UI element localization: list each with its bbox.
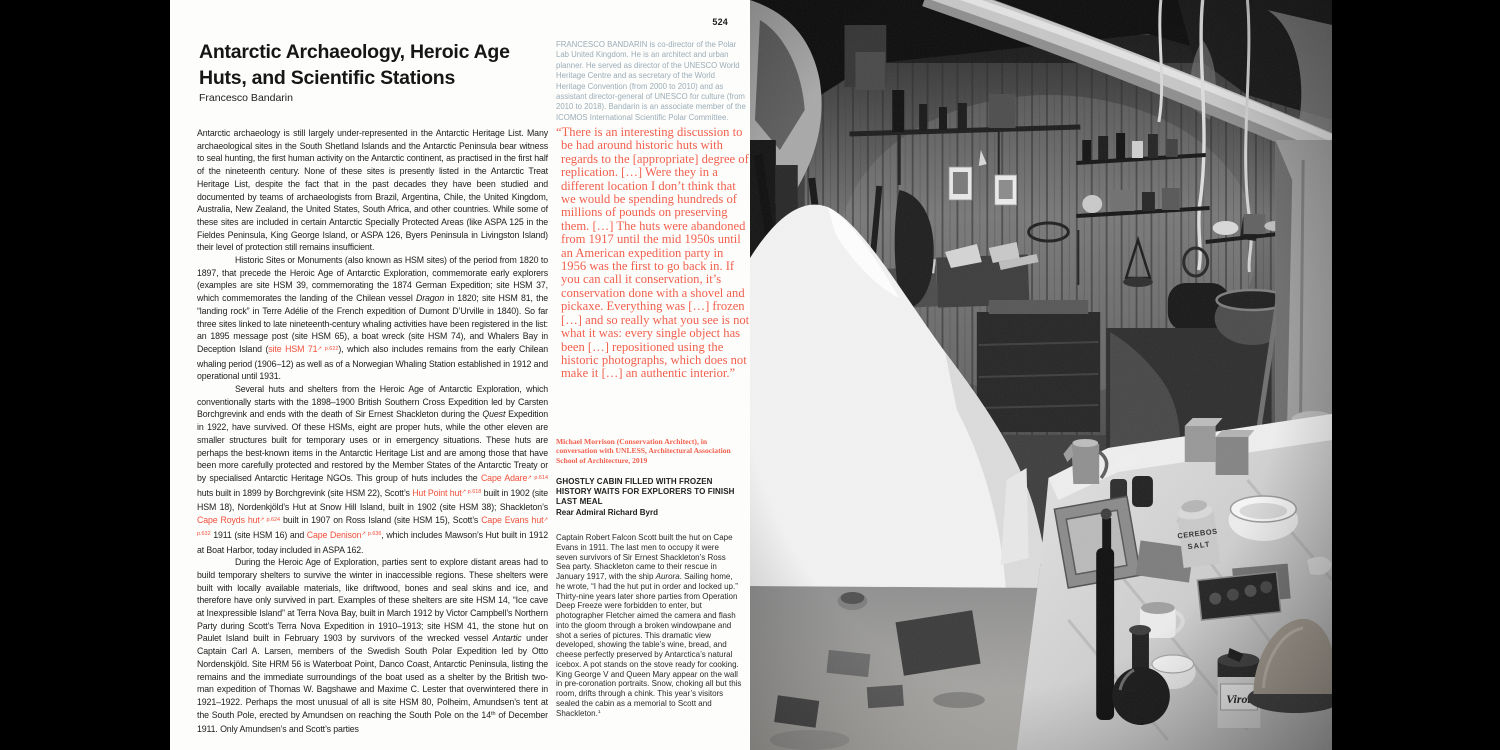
page-reference-link[interactable]: ↗ p.618 bbox=[461, 489, 482, 496]
text-run: th bbox=[490, 711, 496, 718]
quote-attribution: Michael Morrison (Conservation Architect), in conversation with UNLESS, Architectural Association School of Architecture, 2019 bbox=[556, 437, 731, 465]
text-run: During the Heroic Age of Exploration, parties sent to explore distant areas had to build temporary shelters to survive the winter in inaccessible regions. These shelters were built with locally available materials, like driftwood, bones and seal skins and ice, and therefore have only survived in part. Examples of these shelters are site HSM 14, “Ice cave at Inexpressible Island” at Terra Nova Bay, built in March 1912 by Victor Campbell’s Northern Party during Scott’s Terra Nova Expedition in 1910–1913; site HSM 41, the stone hut on Paulet Island built in February 1903 by survivors of the wrecked vessel bbox=[197, 557, 548, 644]
text-run: Quest bbox=[482, 409, 506, 420]
page-reference-link[interactable]: Cape Royds hut bbox=[197, 515, 260, 526]
text-run: Several huts and shelters from the Heroic Age of Antarctic Exploration, which conventionally starts with the 1898–1900 British Southern Cross Expedition led by Carsten Borchgrevink and ends with the death of Sir Ernest Shackleton during the bbox=[197, 384, 548, 420]
text-run: Dragon bbox=[415, 293, 445, 304]
text-run: , which includes Mawson’s Hut built in 1912 at Boat Harbor, today included in ASPA 162. bbox=[197, 529, 548, 555]
text-run: Captain Robert Falcon Scott built the hut on Cape Evans in 1911. The last men to occupy it were seven survivors of Sir Ernest Shackleton’s Ross Sea party. Shackleton came to their rescue in January 1917, with the ship bbox=[556, 533, 733, 581]
article-author: Francesco Bandarin bbox=[199, 92, 293, 104]
text-run: huts built in 1899 by Borchgrevink (site HSM 22), Scott’s bbox=[197, 487, 413, 498]
text-run: Historic Sites or Monuments (also known as HSM sites) of the period from 1820 to 1897, that precede the Heroic Age of Antarctic Exploration, commemorate early explorers (examples are site HSM 39, commemorating the 1874 German Expedition; site HSM 37, which commemorates the landing of the Chilean vessel bbox=[197, 255, 548, 304]
caption-heading: GHOSTLY CABIN FILLED WITH FROZEN HISTORY WAITS FOR EXPLORERS TO FINISH LAST MEAL bbox=[556, 477, 735, 507]
hut-photo-illustration bbox=[750, 0, 1332, 750]
text-run: under Captain Carl A. Larsen, members of the Swedish South Polar Expedition led by Otto Nordenskjöld. Site HRM 56 is Waterboat Point, Danco Coast, Antarctic Peninsula, listing the remains and the immediate surroundings of the boat used as a shelter by the British two-man expedition of Thomas W. Bagshawe and Maxime C. Lester that overwintered there in 1921–1922. Perhaps the most unusual of all is site HSM 80, Polheim, Amundsen’s tent at the South Pole, erected by Amundsen on reaching the South Pole on the 14 bbox=[197, 633, 548, 720]
pull-quote: “There is an interesting discussion to be had around historic huts with regards to the [appropriate] degree of replication. […] Were they in a different location I don’t think that we would be spending hundreds of millions of pounds on preserving them. […] The huts were abandoned from 1917 until the mid 1950s until an American expedition party in 1956 was the first to go back in. If you can call it conservation, it’s conservation done with a shovel and pickaxe. Everything was […] frozen […] and so really what you see is not what it was: every single object has been […] repositioned using the historic photographs, which does not make it […] an authentic interior.” bbox=[556, 125, 750, 381]
body-paragraph bbox=[197, 254, 548, 383]
body-column bbox=[197, 127, 548, 736]
text-run: in 1820; site HSM 81, the “landing rock” in Terre Adélie of the French expedition of Dumont D’Urville in 1840). So far three sites linked to late nineteenth-century whaling activities have been registered in the list: an 1895 message post (site HSM 65), a boat wreck (site HSM 74), and Whalers Bay in Deception Island ( bbox=[197, 293, 549, 354]
body-paragraph bbox=[197, 556, 548, 736]
text-run: ), which also includes remains from the early Chilean whaling period (1906–12) as well as of a Norwegian Whaling Station established in 1912 and operational until 1931. bbox=[197, 343, 548, 382]
text-run: Antartic bbox=[492, 633, 522, 644]
body-paragraph bbox=[197, 127, 548, 254]
text-run: of December 1911. Only Amundsen’s and Scott’s parties bbox=[197, 709, 548, 735]
contributor-bio: FRANCESCO BANDARIN is co-director of the Polar Lab United Kingdom. He is an architect and urban planner. He served as director of the UNESCO World Heritage Centre and as secretary of the World Heritage Convention (from 2000 to 2010) and as assistant director-general of UNESCO for culture (from 2010 to 2018). Bandarin is an associate member of the ICOMOS International Scientific Polar Committee. bbox=[556, 40, 746, 122]
text-run: built in 1907 on Ross Island (site HSM 15), Scott’s bbox=[280, 515, 482, 526]
text-run: built in 1902 (site HSM 18), Nordenkjöld’s Hut at Snow Hill Island, built in 1902 (site HSM 38); Shackleton’s bbox=[197, 487, 548, 513]
body-paragraph bbox=[197, 383, 548, 556]
title-line-1: Antarctic Archaeology, Heroic Age bbox=[199, 41, 510, 63]
left-page bbox=[170, 0, 750, 750]
page-reference-link[interactable]: Cape Adare bbox=[480, 472, 528, 483]
hut-photograph bbox=[750, 0, 1332, 750]
page-reference-link[interactable]: ↗ p.636 bbox=[361, 531, 382, 538]
page-reference-link[interactable]: ↗ p.622 bbox=[317, 345, 339, 352]
article-title bbox=[199, 40, 510, 91]
text-run: Expedition in 1922, have survived. Of these HSMs, eight are proper huts, while the other eleven are smaller structures built for temporary uses or in emergency situations. These huts are perhaps the best-known items in the Antarctic Heritage List and are among those that have been more carefully protected and restored by the Member States of the Antarctic Treaty or by specialised Antarctic Heritage NGOs. This group of huts includes the bbox=[197, 409, 548, 483]
page-reference-link[interactable]: Hut Point hut bbox=[412, 487, 462, 498]
right-page bbox=[750, 0, 1500, 750]
page-reference-link[interactable]: ↗ p.624 bbox=[259, 516, 281, 523]
text-run: . Sailing home, he wrote, “I had the hut put in order and locked up.” Thirty-nine years later shore parties from Operation Deep Freeze were forbidden to enter, but photographer Fletcher aimed the camera and flash into the gloom through a broken windowpane and shot a series of pictures. This dramatic view developed, showing the table’s wine, bread, and cheese perfectly preserved by Antarctica’s natural icebox. A pot stands on the stove ready for cooking. King George V and Queen Mary appear on the wall in pre-coronation portraits. Snow, choking all but this room, drifts through a chink. This year’s visitors sealed the cabin as a memorial to Scott and Shackleton. bbox=[556, 572, 742, 718]
text-run: Aurora bbox=[655, 572, 680, 581]
caption-body bbox=[556, 533, 742, 720]
text-run: 1 bbox=[597, 710, 601, 716]
text-run: 1911 (site HSM 16) and bbox=[210, 529, 307, 540]
page-reference-link[interactable]: site HSM 71 bbox=[268, 343, 318, 354]
caption-byline: Rear Admiral Richard Byrd bbox=[556, 508, 658, 517]
page-reference-link[interactable]: Cape Denison bbox=[306, 529, 362, 540]
page-reference-link[interactable]: Cape Evans hut bbox=[481, 515, 544, 526]
page-number: 524 bbox=[712, 17, 728, 27]
photo-finish bbox=[750, 0, 1332, 750]
text-run: Antarctic archaeology is still largely under-represented in the Antarctic Heritage List. Many archaeological sites in the South Shetland Islands and the Antarctic Peninsula bear witness to seal hunting, the first human activity on the Antarctic continent, as practised in the first half of the nineteenth century. None of these sites is presently listed in the Antarctic Treat Heritage List, despite the fact that in the past decades they have been studied and documented by teams of archaeologists from Brazil, Argentina, Chile, the United Kingdom, Australia, New Zealand, the United States, South Africa, and other countries. While some of these sites are included in certain Antarctic Specially Protected Areas (like ASPA 125 in the Fieldes Peninsula, King George Island, or ASPA 126, Byers Peninsula in Livingston Island) their level of protection still remains insufficient. bbox=[197, 128, 548, 253]
page-reference-link[interactable]: ↗ p.614 bbox=[527, 474, 548, 481]
title-line-2: Huts, and Scientific Stations bbox=[199, 66, 456, 89]
page-reference-link[interactable]: ↗ p.632 bbox=[197, 516, 548, 538]
